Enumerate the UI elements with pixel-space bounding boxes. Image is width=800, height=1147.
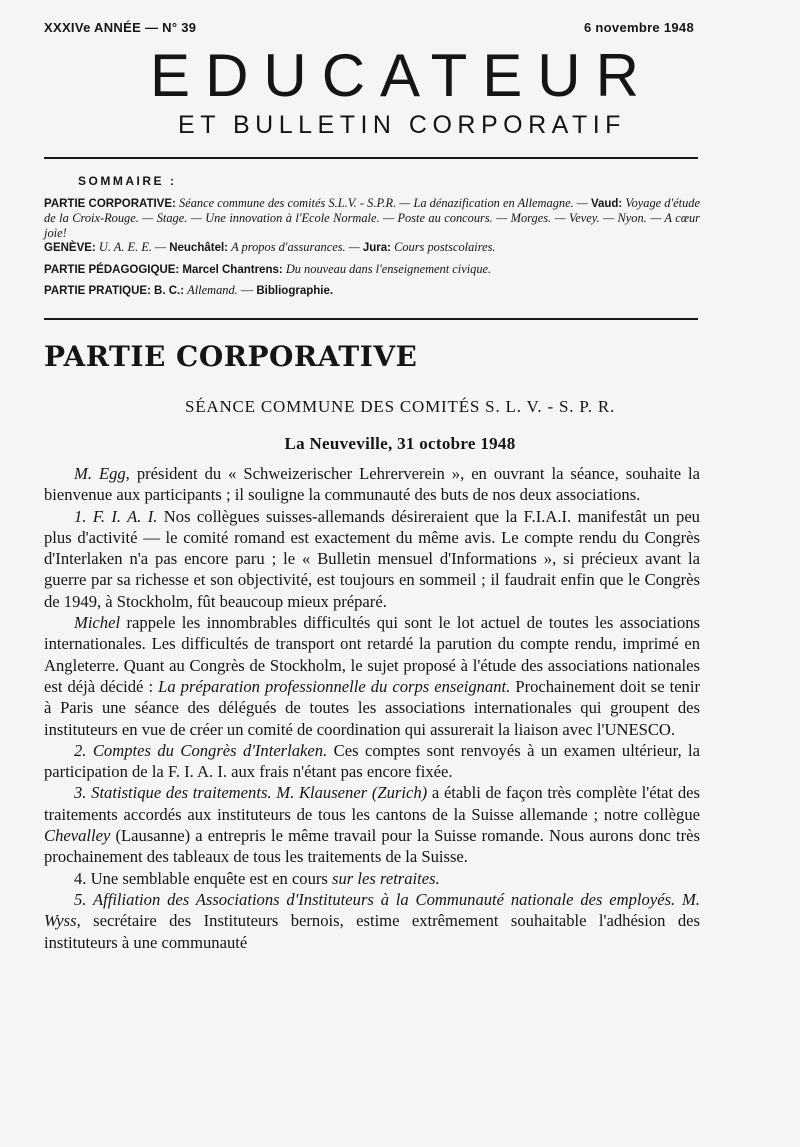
toc-label: PARTIE PÉDAGOGIQUE: bbox=[44, 263, 180, 276]
paragraph-text: 4. Une semblable enquête est en cours bbox=[74, 868, 328, 888]
paragraph bbox=[44, 463, 700, 506]
toc-text: Bibliographie. bbox=[256, 285, 334, 297]
person-name: Chevalley bbox=[44, 826, 111, 846]
item-heading: 3. Statistique des traitements. bbox=[74, 783, 272, 803]
divider-top bbox=[44, 157, 698, 159]
issue-number: XXXIVe ANNÉE — N° 39 bbox=[44, 20, 197, 35]
toc-text: Cours postscolaires. bbox=[394, 240, 496, 254]
item-heading: 1. F. I. A. I. bbox=[74, 506, 158, 526]
toc-separator: — bbox=[240, 283, 254, 297]
divider-bottom bbox=[44, 318, 698, 320]
toc-text: Voyage d'étude de la Croix-Rouge. — Stage. — Une innovation à l'Ecole Normale. — Poste au concours. — Morges. — Vevey. — Nyon. — A cœur joie! bbox=[44, 195, 700, 240]
paragraph-text: Ces comptes sont renvoyés à un examen ultérieur, la participation de la F. I. A. I. aux frais n'étant pas encore fixée. bbox=[44, 740, 700, 782]
person-name: M. Wyss, bbox=[44, 889, 700, 931]
journal-title: EDUCATEUR bbox=[150, 42, 654, 109]
toc-author: B. C.: bbox=[154, 285, 185, 297]
paragraph bbox=[44, 506, 700, 612]
paragraph-text: (Lausanne) a entrepris le même travail pour la Suisse romande. Nous aurons donc très prochainement des tableaux de tous les traitements de la Suisse. bbox=[44, 826, 700, 867]
section-title: PARTIE CORPORATIVE bbox=[44, 340, 418, 373]
toc-entry-pratique bbox=[44, 283, 700, 299]
paragraph-text: a établi de façon très complète l'état des traitements accordés aux instituteurs de tous les cantons de la Suisse allemande ; notre collègue bbox=[44, 783, 700, 824]
paragraph bbox=[44, 612, 700, 740]
toc-heading: SOMMAIRE : bbox=[78, 174, 177, 188]
table-of-contents bbox=[44, 174, 700, 305]
toc-text: U. A. E. E. — bbox=[98, 240, 170, 254]
toc-text: A propos d'assurances. — bbox=[231, 240, 363, 254]
journal-subtitle: ET BULLETIN CORPORATIF bbox=[178, 111, 626, 139]
toc-sublabel: Jura: bbox=[362, 242, 391, 254]
emphasis-text: sur les retraites. bbox=[332, 868, 440, 888]
item-heading: 5. Affiliation des Associations d'Instituteurs à la Communauté nationale des employés. bbox=[74, 889, 676, 909]
paragraph bbox=[44, 889, 700, 953]
article-body bbox=[44, 463, 700, 953]
article-title: SÉANCE COMMUNE DES COMITÉS S. L. V. - S. P. R. bbox=[184, 397, 616, 416]
paragraph-text: Nos collègues suisses-allemands désireraient que la F.I.A.I. manifestât un peu plus d'activité — le comité romand est exactement du même avis. Le compte rendu du Congrès d'Interlaken n'a pas encore paru ; le « Bulletin mensuel d'Informations », si précieux avant la guerre par sa richesse et son objectivité, est toujours en sommeil ; il faudrait enfin que le Congrès de 1949, à Stockholm, fût beaucoup mieux préparé. bbox=[44, 506, 700, 611]
person-name: M. Egg, bbox=[74, 464, 130, 483]
toc-sublabel: Neuchâtel: bbox=[169, 242, 228, 254]
toc-entry-pedagogique bbox=[44, 262, 700, 278]
toc-text: Allemand. bbox=[187, 283, 238, 297]
paragraph-text: rappele les innombrables difficultés qui sont le lot actuel de toutes les associations internationales. Les difficultés de transport ont retardé la parution du compte rendu, imprimé en Angleterre. Quant au Congrès de Stockholm, le sujet proposé à l'étude des associations nationales est déjà décidé : bbox=[44, 613, 700, 696]
toc-text: Séance commune des comités S.L.V. - S.P.R. — La dénazification en Allemagne. — bbox=[179, 195, 591, 210]
person-name: Michel bbox=[74, 613, 121, 633]
paragraph-text: Prochainement doit se tenir à Paris une séance des délégués de toutes les associations internationales qui groupent des instituteurs en vue de créer un comité de coordination qui assurerait la liaison avec l'UNESCO. bbox=[44, 676, 700, 739]
toc-label: PARTIE PRATIQUE: bbox=[44, 285, 151, 297]
toc-author: Marcel Chantrens: bbox=[182, 263, 283, 276]
emphasis-text: La préparation professionnelle du corps enseignant. bbox=[158, 676, 511, 696]
paragraph bbox=[44, 740, 700, 783]
paragraph bbox=[44, 868, 700, 889]
issue-date: 6 novembre 1948 bbox=[583, 20, 694, 35]
article-dateline: La Neuveville, 31 octobre 1948 bbox=[284, 434, 516, 453]
toc-sublabel: Vaud: bbox=[590, 197, 623, 210]
paragraph-text: secrétaire des Instituteurs bernois, estime extrêmement souhaitable l'adhésion des instituteurs à une communauté bbox=[44, 911, 700, 952]
toc-text: Du nouveau dans l'enseignement civique. bbox=[285, 261, 492, 276]
item-heading: 2. Comptes du Congrès d'Interlaken. bbox=[74, 740, 328, 760]
toc-sublabel: GENÈVE: bbox=[44, 242, 96, 254]
toc-label: PARTIE CORPORATIVE: bbox=[44, 197, 176, 210]
toc-entry-corporative bbox=[44, 196, 700, 256]
person-name: M. Klausener (Zurich) bbox=[276, 783, 428, 803]
paragraph bbox=[44, 782, 700, 867]
paragraph-text: président du « Schweizerischer Lehrerverein », en ouvrant la séance, souhaite la bienvenue aux participants ; il souligne la communauté des buts de nos deux associations. bbox=[44, 464, 701, 505]
